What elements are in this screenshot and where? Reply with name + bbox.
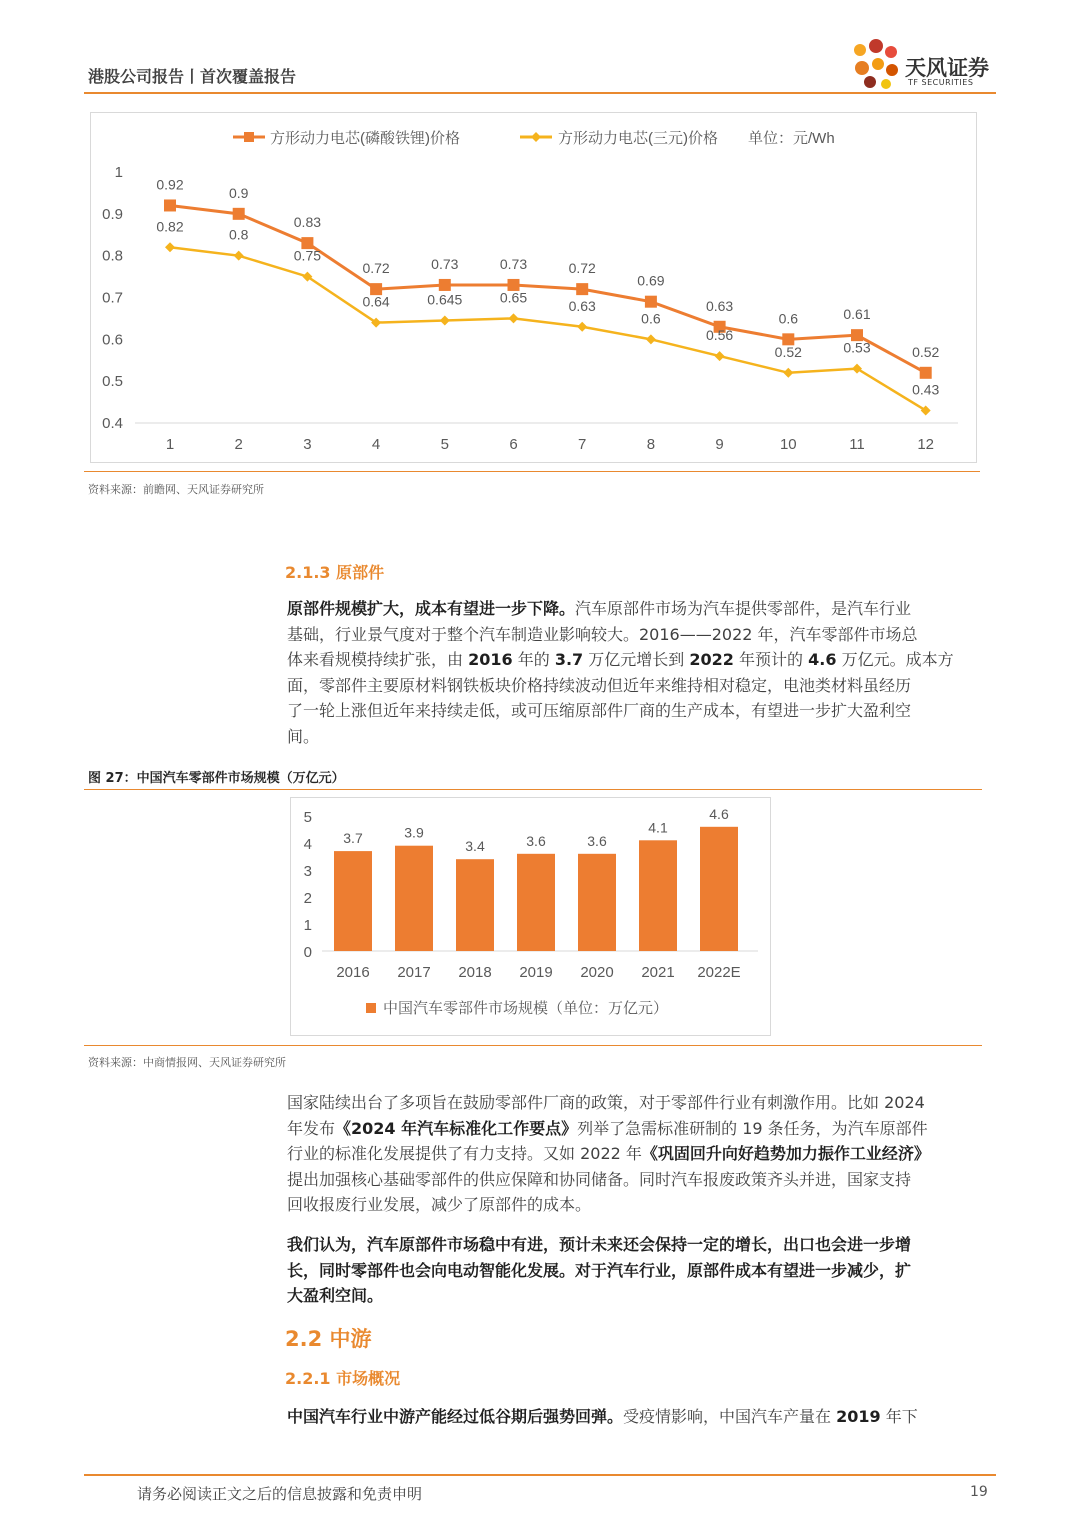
y-tick-label: 1 <box>303 917 312 934</box>
point-marker-ncm <box>440 316 450 326</box>
text-run: 体来看规模持续扩张，由 <box>287 650 464 669</box>
paragraph-line <box>287 1116 993 1142</box>
data-label-lfp: 0.9 <box>228 184 249 201</box>
data-label-ncm: 0.43 <box>912 381 940 398</box>
paragraph-line: 大盈利空间。 <box>287 1286 384 1305</box>
bar-value-label: 4.6 <box>709 805 729 822</box>
bar-value-label: 4.1 <box>648 819 668 836</box>
footer-disclaimer: 请务必阅读正文之后的信息披露和免责申明 <box>137 1485 423 1503</box>
data-label-lfp: 0.69 <box>637 272 665 289</box>
bar <box>334 851 372 951</box>
data-label-ncm: 0.56 <box>705 327 734 344</box>
paragraph-line: 间。 <box>287 726 320 746</box>
bold-value: 4.6 <box>808 650 837 669</box>
bar-value-label: 3.6 <box>587 832 607 849</box>
bar <box>700 827 738 951</box>
point-marker-ncm <box>715 351 725 361</box>
section-heading-2-2: 2.2 中游 <box>285 1327 372 1351</box>
data-label-ncm: 0.65 <box>499 289 528 306</box>
x-tick-label: 2021 <box>641 964 675 981</box>
x-tick-label: 2017 <box>397 964 431 981</box>
x-tick-label: 8 <box>646 436 656 453</box>
legend-label: 中国汽车零部件市场规模（单位：万亿元） <box>383 1000 669 1017</box>
data-label-lfp: 0.61 <box>843 306 871 323</box>
text-run: 行业的标准化发展提供了有力支持。又如 2022 年 <box>287 1144 642 1163</box>
y-tick-label: 0.9 <box>102 205 123 223</box>
bar <box>517 854 555 951</box>
x-tick-label: 5 <box>440 436 449 453</box>
point-marker-lfp <box>645 296 657 308</box>
point-marker-lfp <box>576 283 588 295</box>
battery-price-line-chart <box>90 112 977 463</box>
point-marker-ncm <box>509 313 519 323</box>
y-tick-label: 0.5 <box>102 373 123 391</box>
chart-source-note: 资料来源：前瞻网、天风证券研究所 <box>88 483 264 496</box>
x-tick-label: 2 <box>234 436 243 453</box>
chart-legend <box>233 129 835 147</box>
figure-caption: 图 27：中国汽车零部件市场规模（万亿元） <box>88 771 345 786</box>
chart-source-note: 资料来源：中商情报网、天风证券研究所 <box>88 1056 286 1069</box>
text-run: 受疫情影响，中国汽车产量在 <box>623 1407 832 1426</box>
x-tick-label: 2016 <box>336 964 370 981</box>
data-label-lfp: 0.83 <box>293 214 322 231</box>
x-tick-label: 12 <box>917 436 935 453</box>
figure-divider-bottom <box>84 1045 982 1046</box>
data-label-lfp: 0.63 <box>705 297 734 314</box>
point-marker-ncm <box>577 322 587 332</box>
data-label-ncm: 0.52 <box>774 343 802 360</box>
y-tick-label: 0.6 <box>102 331 123 349</box>
paragraph-line: 提出加强核心基础零部件的供应保障和协同储备。同时汽车报废政策齐头并进，国家支持 <box>287 1169 912 1189</box>
x-tick-label: 9 <box>715 436 724 453</box>
bar <box>456 859 494 951</box>
logo-subtitle: TF SECURITIES <box>908 78 974 87</box>
point-marker-ncm <box>234 251 244 261</box>
header-divider <box>84 92 996 94</box>
y-tick-label: 4 <box>303 836 312 853</box>
report-header-title: 港股公司报告丨首次覆盖报告 <box>88 67 297 86</box>
text-run: 年发布 <box>287 1118 336 1138</box>
legend-marker-lfp <box>244 132 254 142</box>
bold-value: 2019 <box>836 1407 881 1426</box>
data-label-ncm: 0.53 <box>843 339 871 356</box>
x-tick-label: 6 <box>509 436 518 453</box>
bar-value-label: 3.6 <box>526 832 546 849</box>
data-label-lfp: 0.92 <box>156 176 184 193</box>
point-marker-ncm <box>783 368 793 378</box>
data-label-lfp: 0.72 <box>362 260 390 277</box>
x-tick-label: 3 <box>303 436 312 453</box>
text-run: 年的 <box>517 650 550 669</box>
paragraph-line <box>287 596 993 622</box>
data-label-lfp: 0.6 <box>778 310 799 327</box>
text-run: 年预计的 <box>739 650 804 669</box>
y-tick-label: 5 <box>303 809 312 826</box>
text-run: 万亿元增长到 <box>588 650 685 669</box>
data-label-lfp: 0.52 <box>912 343 940 360</box>
bar-value-label: 3.7 <box>343 830 363 847</box>
paragraph-line <box>287 1141 993 1167</box>
text-run: 汽车原部件市场为汽车提供零部件，是汽车行业 <box>575 599 912 618</box>
x-tick-label: 7 <box>578 436 587 453</box>
paragraph-line <box>287 647 993 673</box>
point-marker-ncm <box>646 334 656 344</box>
x-tick-label: 2022E <box>697 964 741 981</box>
x-tick-label: 2019 <box>519 964 553 981</box>
data-label-ncm: 0.63 <box>568 297 596 314</box>
paragraph-midstream <box>287 1404 993 1430</box>
paragraph-line <box>287 1404 993 1430</box>
paragraph-line: 国家陆续出台了多项旨在鼓励零部件厂商的政策，对于零部件行业有刺激作用。比如 2024 <box>287 1093 925 1112</box>
legend-marker-ncm <box>531 132 541 142</box>
text-run: 列举了急需标准研制的 19 条任务，为汽车原部件 <box>577 1118 928 1138</box>
lead-sentence: 中国汽车行业中游产能经过低谷期后强势回弹。 <box>287 1407 624 1426</box>
policy-title: 《2024 年汽车标准化工作要点》 <box>335 1118 578 1138</box>
y-tick-label: 0.7 <box>102 289 123 307</box>
x-tick-label: 4 <box>371 436 381 453</box>
paragraph-policies <box>287 1090 993 1218</box>
y-tick-label: 3 <box>303 863 312 880</box>
text-run: 年下 <box>885 1407 918 1426</box>
paragraph-line: 我们认为，汽车原部件市场稳中有进，预计未来还会保持一定的增长，出口也会进一步增 <box>287 1235 912 1254</box>
tf-logo-icon <box>848 36 904 92</box>
paragraph-line: 基础，行业景气度对于整个汽车制造业影响较大。2016——2022 年，汽车零部件市场总 <box>287 624 918 644</box>
section-heading-2-2-1: 2.2.1 市场概况 <box>285 1369 401 1388</box>
x-tick-label: 10 <box>779 436 797 453</box>
data-label-ncm: 0.75 <box>293 247 322 264</box>
bar-value-label: 3.9 <box>404 824 424 841</box>
x-tick-label: 2020 <box>580 964 614 981</box>
bar <box>639 840 677 951</box>
figure-divider-top <box>84 789 982 790</box>
point-marker-lfp <box>233 208 245 220</box>
data-label-ncm: 0.645 <box>427 291 463 308</box>
point-marker-lfp <box>920 367 932 379</box>
footer-divider <box>84 1474 996 1476</box>
point-marker-ncm <box>165 242 175 252</box>
legend-label-lfp: 方形动力电芯(磷酸铁锂)价格 <box>270 130 460 147</box>
bold-value: 2022 <box>689 650 734 669</box>
y-tick-label: 2 <box>303 890 312 907</box>
page-number: 19 <box>970 1484 988 1500</box>
paragraph-conclusion <box>287 1232 993 1309</box>
x-tick-label: 11 <box>849 436 865 453</box>
y-tick-label: 0.8 <box>102 247 123 265</box>
data-label-ncm: 0.6 <box>641 310 661 327</box>
point-marker-lfp <box>439 279 451 291</box>
x-tick-label: 2018 <box>458 964 492 981</box>
bold-value: 3.7 <box>554 650 584 669</box>
series-line-ncm <box>170 247 926 410</box>
data-label-lfp: 0.73 <box>431 255 459 272</box>
legend-marker <box>366 1003 376 1013</box>
data-label-ncm: 0.64 <box>362 293 390 310</box>
y-tick-label: 0 <box>303 944 312 961</box>
logo-name: 天风证券 <box>905 56 989 80</box>
paragraph-line: 了一轮上涨但近年来持续走低，或可压缩原部件厂商的生产成本，有望进一步扩大盈利空 <box>287 701 912 720</box>
chart-divider <box>84 471 980 472</box>
paragraph-line: 面，零部件主要原材料钢铁板块价格持续波动但近年来维持相对稳定，电池类材料虽经历 <box>287 675 912 695</box>
legend-label-ncm: 方形动力电芯(三元)价格 <box>558 130 718 147</box>
data-label-ncm: 0.82 <box>156 218 184 235</box>
text-run: 万亿元。成本方 <box>841 650 954 669</box>
paragraph-line: 长，同时零部件也会向电动智能化发展。对于汽车行业，原部件成本有望进一步减少，扩 <box>287 1260 912 1280</box>
lead-sentence: 原部件规模扩大，成本有望进一步下降。 <box>287 599 576 618</box>
bar <box>395 846 433 951</box>
paragraph-line: 回收报废行业发展，减少了原部件的成本。 <box>287 1195 592 1214</box>
point-marker-lfp <box>164 199 176 211</box>
data-label-lfp: 0.73 <box>499 255 528 272</box>
section-heading-2-1-3: 2.1.3 原部件 <box>285 563 385 582</box>
parts-market-bar-chart <box>290 797 771 1036</box>
series-line-lfp <box>170 205 926 372</box>
data-label-ncm: 0.8 <box>228 226 249 243</box>
y-tick-label: 0.4 <box>102 415 123 432</box>
chart-unit-label: 单位：元/Wh <box>748 130 835 147</box>
bold-value: 2016 <box>468 650 513 669</box>
y-tick-label: 1 <box>114 164 123 181</box>
policy-title: 《巩固回升向好趋势加力振作工业经济》 <box>641 1144 930 1163</box>
bar-value-label: 3.4 <box>465 838 485 855</box>
paragraph-components <box>287 596 993 749</box>
x-tick-label: 1 <box>165 436 175 453</box>
bar <box>578 854 616 951</box>
data-label-lfp: 0.72 <box>568 260 596 277</box>
